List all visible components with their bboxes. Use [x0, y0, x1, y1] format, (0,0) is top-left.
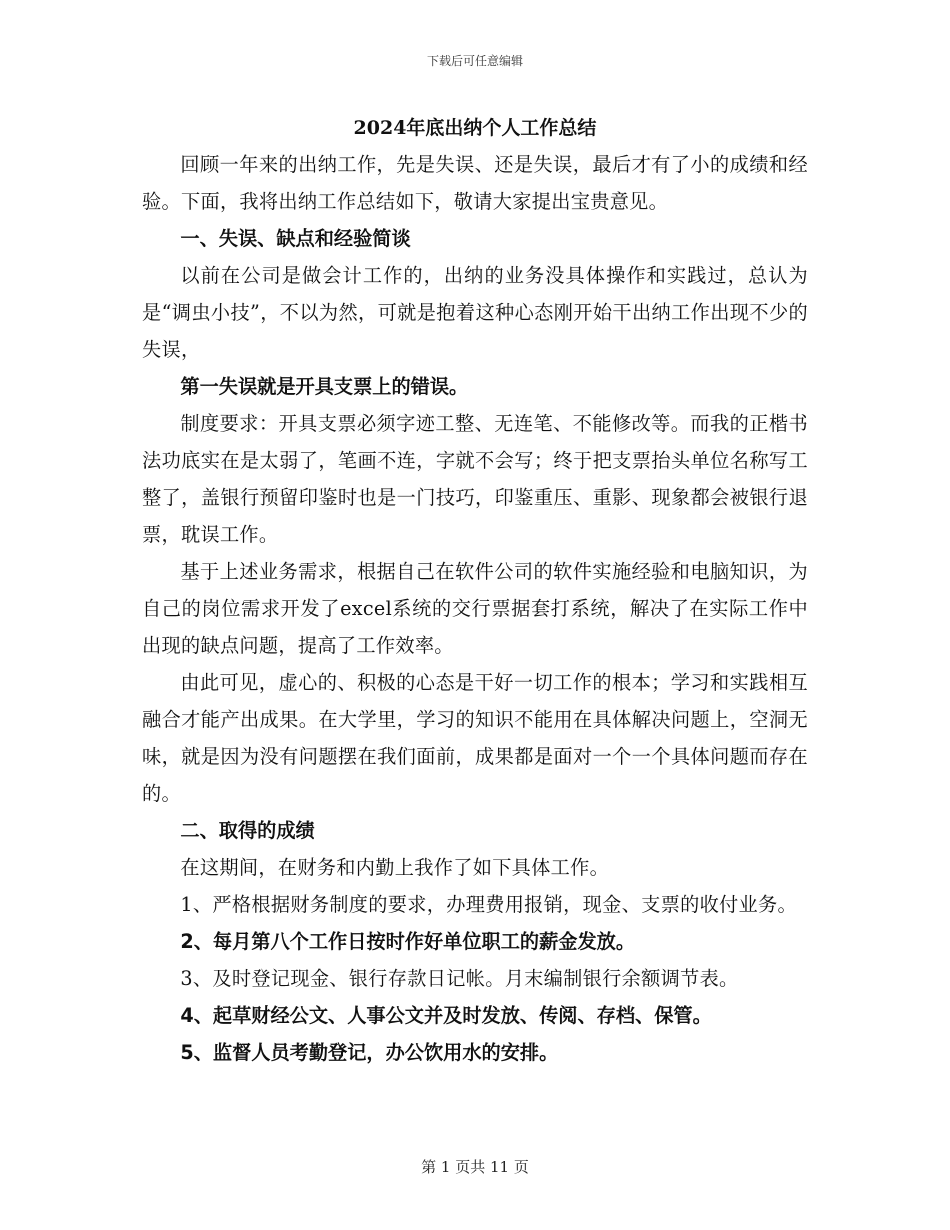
paragraph-work-intro: 在这期间，在财务和内勤上我作了如下具体工作。 — [180, 856, 610, 879]
section-heading-1: 一、失误、缺点和经验简谈 — [180, 227, 411, 250]
document-body — [142, 112, 808, 1071]
list-item-4: 4、起草财经公文、人事公文并及时发放、传阅、存档、保管。 — [180, 1004, 712, 1027]
page-number: 第 1 页共 11 页 — [421, 1158, 529, 1176]
header-note: 下载后可任意编辑 — [426, 54, 523, 68]
paragraph-intro: 回顾一年来的出纳工作，先是失误、还是失误，最后才有了小的成绩和经验。下面，我将出纳工作总结如下，敬请大家提出宝贵意见。 — [142, 153, 808, 213]
section-heading-2: 二、取得的成绩 — [180, 819, 315, 842]
list-item-3: 3、及时登记现金、银行存款日记帐。月末编制银行余额调节表。 — [180, 967, 739, 990]
paragraph-excel-system: 基于上述业务需求，根据自己在软件公司的软件实施经验和电脑知识，为自己的岗位需求开发了excel系统的交行票据套打系统，解决了在实际工作中出现的缺点问题，提高了工作效率。 — [142, 560, 808, 657]
list-item-5: 5、监督人员考勤登记，办公饮用水的安排。 — [180, 1041, 559, 1064]
subheading-first-mistake: 第一失误就是开具支票上的错误。 — [180, 375, 469, 398]
paragraph-check-rules: 制度要求：开具支票必须字迹工整、无连笔、不能修改等。而我的正楷书法功底实在是太弱了，笔画不连，字就不会写；终于把支票抬头单位名称写工整了，盖银行预留印鉴时也是一门技巧，印鉴重压、重影、现象都会被银行退票，耽误工作。 — [142, 412, 808, 546]
paragraph-previous-work: 以前在公司是做会计工作的，出纳的业务没具体操作和实践过，总认为是“调虫小技”，不以为然，可就是抱着这种心态刚开始干出纳工作出现不少的失误， — [142, 264, 808, 361]
paragraph-conclusion: 由此可见，虚心的、积极的心态是干好一切工作的根本；学习和实践相互融合才能产出成果。在大学里，学习的知识不能用在具体解决问题上，空洞无味，就是因为没有问题摆在我们面前，成果都是面对一个一个具体问题而存在的。 — [142, 671, 808, 805]
document-title: 2024年底出纳个人工作总结 — [353, 117, 597, 139]
list-item-1: 1、严格根据财务制度的要求，办理费用报销，现金、支票的收付业务。 — [180, 893, 798, 916]
list-item-2: 2、每月第八个工作日按时作好单位职工的薪金发放。 — [180, 930, 636, 953]
